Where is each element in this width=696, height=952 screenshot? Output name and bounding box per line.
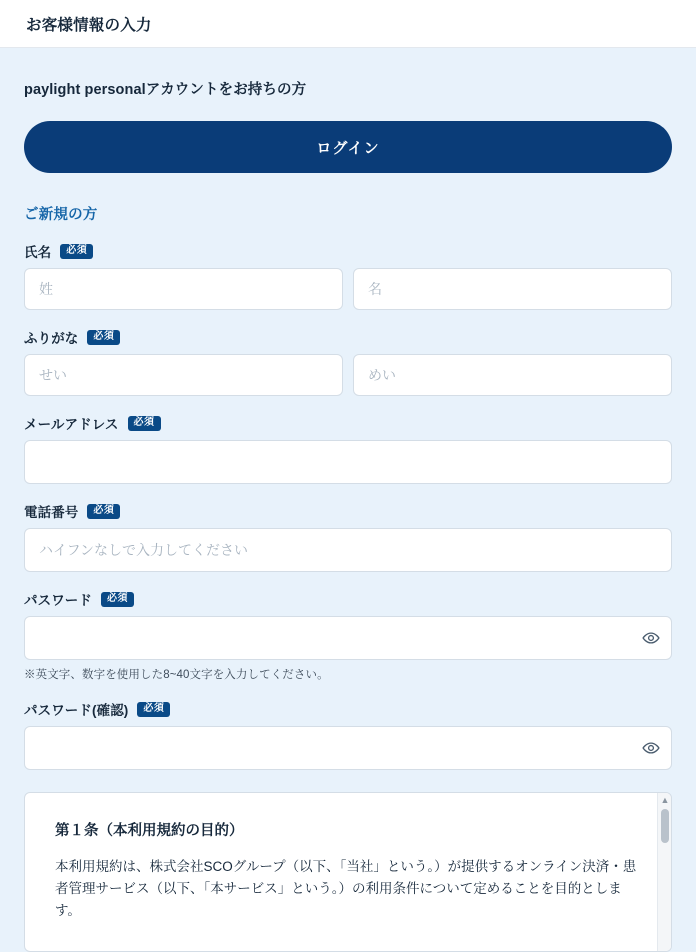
field-label: ふりがな (24, 331, 79, 346)
required-badge: 必須 (137, 702, 170, 717)
field-label-row (24, 327, 672, 347)
existing-account-lead: paylight personalアカウントをお持ちの方 (24, 82, 307, 98)
field-label: パスワード(確認) (24, 703, 129, 718)
field-label: 電話番号 (24, 505, 79, 520)
page-title: お客様情報の入力 (26, 16, 152, 34)
password-hint: ※英文字、数字を使用した8~40文字を入力してください。 (24, 669, 329, 681)
phone-input[interactable] (24, 528, 672, 572)
field-label-row (24, 413, 672, 433)
field-phone (24, 501, 672, 572)
required-badge: 必須 (101, 592, 134, 607)
password-confirm-input-wrapper (24, 726, 672, 770)
field-password (24, 589, 672, 682)
scrollbar-thumb[interactable] (661, 809, 669, 843)
show-password-icon[interactable] (642, 629, 660, 647)
show-password-confirm-icon[interactable] (642, 739, 660, 757)
terms-body: 本利用規約は、株式会社SCOグループ（以下、「当社」という。）が提供するオンライン決済・患者管理サービス（以下、「本サービス」という。）の利用条件について定めることを目的とします。 (55, 859, 637, 918)
field-label: メールアドレス (24, 417, 119, 432)
required-badge: 必須 (87, 504, 120, 519)
page-content (0, 78, 696, 952)
page-header (0, 0, 696, 48)
password-confirm-input[interactable] (24, 726, 672, 770)
first-name-input[interactable] (353, 268, 672, 310)
email-input[interactable] (24, 440, 672, 484)
new-account-section-title: ご新規の方 (24, 207, 98, 223)
field-input-row (24, 354, 672, 396)
field-label: パスワード (24, 593, 92, 608)
field-input-row (24, 268, 672, 310)
login-button[interactable]: ログイン (24, 121, 672, 173)
required-badge: 必須 (60, 244, 93, 259)
scroll-up-arrow-icon[interactable]: ▲ (660, 795, 670, 805)
field-label-row (24, 241, 672, 261)
first-name-kana-input[interactable] (353, 354, 672, 396)
field-label-row (24, 699, 672, 719)
required-badge: 必須 (128, 416, 161, 431)
password-input-wrapper (24, 616, 672, 660)
last-name-kana-input[interactable] (24, 354, 343, 396)
terms-scrollbar[interactable] (657, 793, 671, 951)
last-name-input[interactable] (24, 268, 343, 310)
field-full-name (24, 241, 672, 310)
terms-scroll-box[interactable] (24, 792, 672, 952)
password-input[interactable] (24, 616, 672, 660)
field-email (24, 413, 672, 484)
field-label: 氏名 (24, 245, 52, 260)
field-label-row (24, 501, 672, 521)
field-label-row (24, 589, 672, 609)
field-password-confirm (24, 699, 672, 770)
terms-heading: 第１条（本利用規約の目的） (55, 823, 244, 839)
required-badge: 必須 (87, 330, 120, 345)
field-name-kana (24, 327, 672, 396)
